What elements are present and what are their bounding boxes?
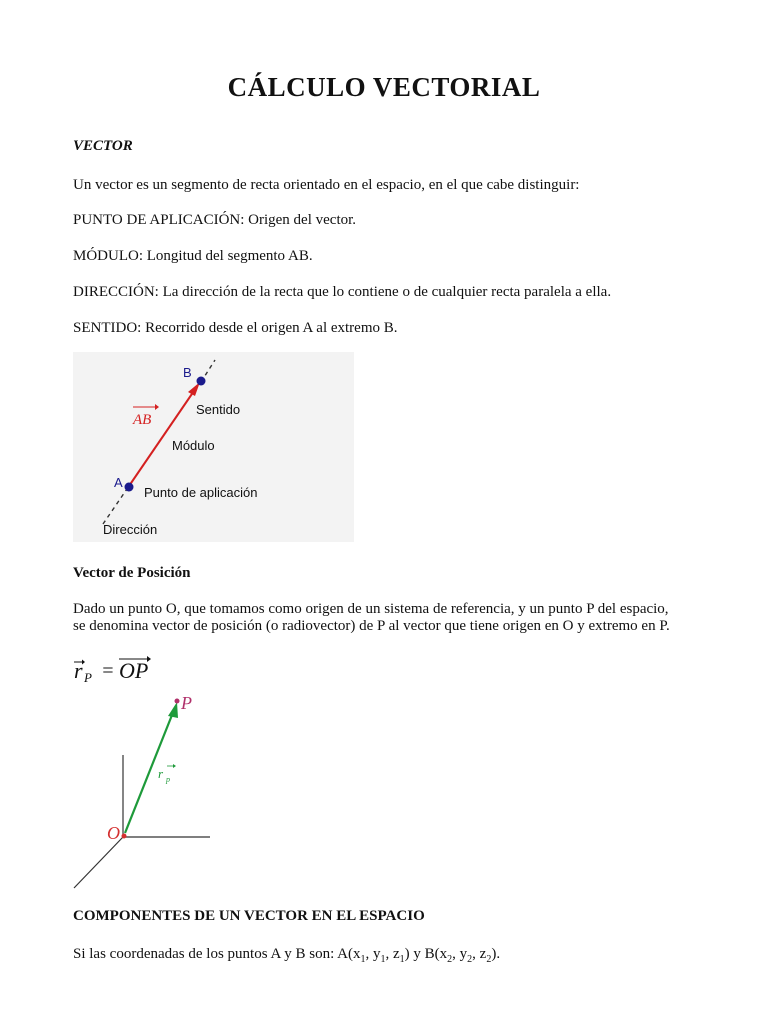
label-r: r <box>158 766 164 781</box>
direccion-text: DIRECCIÓN: La dirección de la recta que lo contiene o de cualquier recta paralela a ella. <box>73 284 612 300</box>
section-heading-posicion: Vector de Posición <box>73 565 191 581</box>
punto-aplicacion-text: PUNTO DE APLICACIÓN: Origen del vector. <box>73 212 357 228</box>
position-vector-formula <box>73 652 173 686</box>
coords-text: Si las coordenadas de los puntos A y B son: $A(x_1$, $y_1$, $z_1$) y $B(x_2$, $y_2$, $z_2$). <box>73 946 501 965</box>
label-p: P <box>181 693 192 713</box>
label-direccion: Dirección <box>103 522 158 537</box>
posicion-line-2: se denomina vector de posición (o radiovector) de P al vector que tiene origen en O y extremo en P. <box>73 618 670 634</box>
vector-intro: Un vector es un segmento de recta orientado en el espacio, en el que cabe distinguir: <box>73 177 580 193</box>
label-o: O <box>107 823 120 843</box>
coords-suffix: ). <box>491 946 501 962</box>
page-title: CÁLCULO VECTORIAL <box>227 72 541 102</box>
origin-point <box>122 834 127 839</box>
section-heading-vector: VECTOR <box>73 138 133 154</box>
formula-sub-p: P <box>84 670 92 685</box>
label-modulo: Módulo <box>172 438 215 453</box>
point-p <box>175 699 180 704</box>
coords-prefix: Si las coordenadas de los puntos A y B son: A(x <box>73 946 361 962</box>
label-b: B <box>183 365 192 380</box>
vector-op-arrowhead <box>168 702 178 718</box>
label-sentido: Sentido <box>196 402 241 417</box>
formula-equals: = <box>101 660 115 682</box>
vector-ab-diagram <box>73 352 354 542</box>
sentido-text: SENTIDO: Recorrido desde el origen A al extremo B. <box>73 320 398 336</box>
label-a: A <box>114 475 123 490</box>
formula-r: r <box>74 658 83 683</box>
r-small-arrow-head <box>173 764 176 768</box>
section-heading-componentes: COMPONENTES DE UN VECTOR EN EL ESPACIO <box>73 908 425 924</box>
point-a <box>125 483 134 492</box>
modulo-text: MÓDULO: Longitud del segmento AB. <box>73 248 313 264</box>
vector-op-line <box>125 710 174 833</box>
label-r-sub: p <box>166 775 170 784</box>
posicion-line-1: Dado un punto O, que tomamos como origen de un sistema de referencia, y un punto P del espacio, <box>73 601 669 617</box>
label-punto-aplicacion: Punto de aplicación <box>144 485 258 500</box>
position-vector-diagram <box>70 690 230 890</box>
point-b <box>197 377 206 386</box>
axis-x <box>74 837 123 888</box>
label-ab: AB <box>133 412 152 428</box>
formula-op: OP <box>119 658 149 683</box>
